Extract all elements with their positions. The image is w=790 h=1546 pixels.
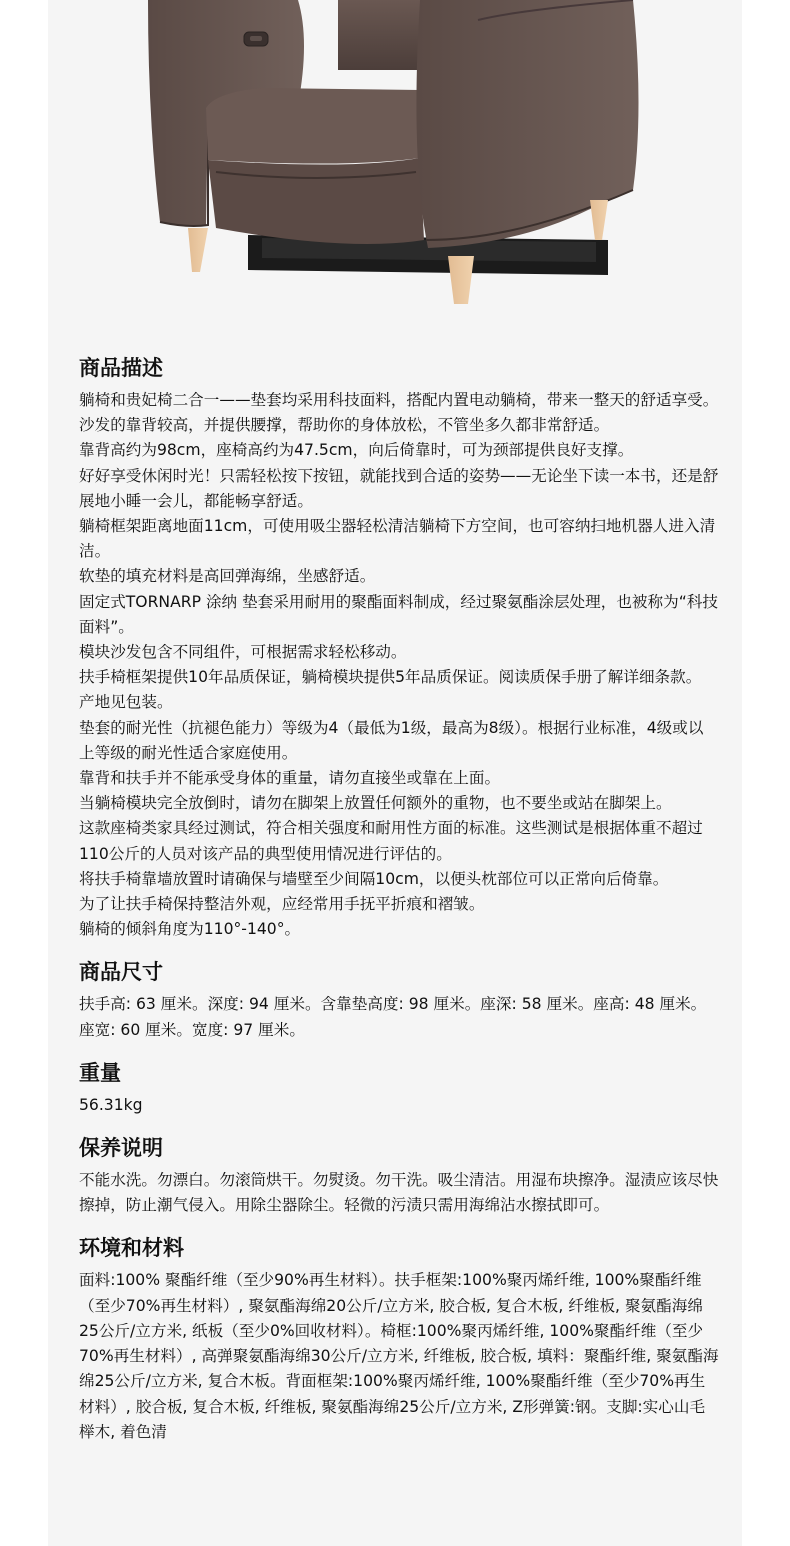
description-line: 躺椅的倾斜角度为110°-140°。 (79, 920, 301, 939)
materials-text: 面料:100% 聚酯纤维（至少90%再生材料）。扶手框架:100%聚丙烯纤维, 100%聚酯纤维（至少70%再生材料）, 聚氨酯海绵20公斤/立方米, 胶合板, 复合木板, 纤维板, 聚氨酯海绵25公斤/立方米, 纸板（至少0%回收材料）。椅框:100%聚丙烯纤维, 100%聚酯纤维（至少70%再生材料）, 高弹聚氨酯海绵30公斤/立方米, 纤维板, 胶合板, 填料：聚酯纤维, 聚氨酯海绵25公斤/立方米, 复合木板。背面框架:100%聚丙烯纤维, 100%聚酯纤维（至少70%再生材料）, 胶合板, 复合木板, 纤维板, 聚氨酯海绵25公斤/立方米, Z形弹簧:钢。支脚:实心山毛榉木, 着色清 (79, 1271, 719, 1441)
description-line: 垫套的耐光性（抗褪色能力）等级为4（最低为1级，最高为8级）。根据行业标准，4级或以上等级的耐光性适合家庭使用。 (79, 718, 704, 762)
dimensions-section (79, 956, 719, 1042)
description-line: 靠背和扶手并不能承受身体的重量，请勿直接坐或靠在上面。 (79, 769, 501, 788)
weight-value: 56.31kg (79, 1095, 143, 1114)
dimensions-title: 商品尺寸 (79, 960, 163, 985)
description-line: 模块沙发包含不同组件，可根据需求轻松移动。 (79, 643, 407, 662)
description-title: 商品描述 (79, 356, 163, 380)
description-line: 躺椅和贵妃椅二合一——垫套均采用科技面料，搭配内置电动躺椅，带来一整天的舒适享受。 (79, 391, 719, 409)
care-text: 不能水洗。勿漂白。勿滚筒烘干。勿熨烫。勿干洗。吸尘清洁。用湿布块擦净。湿渍应该尽快擦掉，防止潮气侵入。用除尘器除尘。轻微的污渍只需用海绵沾水擦拭即可。 (79, 1171, 719, 1215)
materials-section (79, 1232, 719, 1444)
product-info (79, 352, 719, 1459)
weight-section (79, 1057, 719, 1118)
description-line: 当躺椅模块完全放倒时，请勿在脚架上放置任何额外的重物，也不要坐或站在脚架上。 (79, 794, 672, 813)
description-line: 这款座椅类家具经过测试，符合相关强度和耐用性方面的标准。这些测试是根据体重不超过110公斤的人员对该产品的典型使用情况进行评估的。 (79, 819, 703, 863)
description-section (79, 352, 719, 942)
materials-title: 环境和材料 (79, 1236, 184, 1261)
weight-title: 重量 (79, 1060, 121, 1085)
care-section (79, 1132, 719, 1218)
description-line: 软垫的填充材料是高回弹海绵，坐感舒适。 (79, 567, 376, 586)
description-line: 为了让扶手椅保持整洁外观，应经常用手抚平折痕和褶皱。 (79, 895, 485, 914)
description-line: 靠背高约为98cm，座椅高约为47.5cm，向后倚靠时，可为颈部提供良好支撑。 (79, 441, 634, 460)
description-line: 固定式TORNARP 涂纳 垫套采用耐用的聚酯面料制成，经过聚氨酯涂层处理，也被称为“科技面料”。 (79, 592, 718, 636)
description-line: 好好享受休闲时光！只需轻松按下按钮，就能找到合适的姿势——无论坐下读一本书，还是舒展地小睡一会儿，都能畅享舒适。 (79, 466, 719, 510)
description-line: 将扶手椅靠墙放置时请确保与墙壁至少间隔10cm，以便头枕部位可以正常向后倚靠。 (79, 869, 669, 888)
product-image-armchair (48, 0, 742, 330)
description-line: 沙发的靠背较高，并提供腰撑，帮助你的身体放松，不管坐多久都非常舒适。 (79, 416, 610, 435)
description-line: 产地见包装。 (79, 693, 173, 712)
care-title: 保养说明 (79, 1136, 163, 1161)
dimensions-text: 扶手高: 63 厘米。深度: 94 厘米。含靠垫高度: 98 厘米。座深: 58 厘米。座高: 48 厘米。座宽: 60 厘米。宽度: 97 厘米。 (79, 995, 707, 1039)
description-line: 躺椅框架距离地面11cm，可使用吸尘器轻松清洁躺椅下方空间，也可容纳扫地机器人进入清洁。 (79, 517, 716, 561)
description-line: 扶手椅框架提供10年品质保证，躺椅模块提供5年品质保证。阅读质保手册了解详细条款。 (79, 668, 702, 687)
product-detail-page (48, 0, 742, 1546)
